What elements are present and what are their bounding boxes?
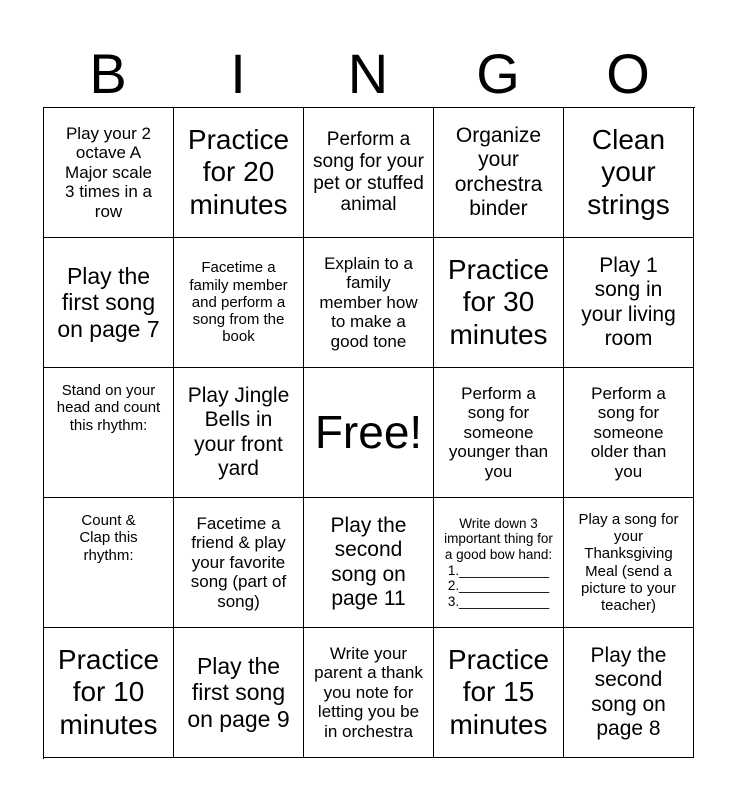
- cell-text: Perform a song for someone younger than you: [448, 383, 549, 481]
- cell-text: Practice for 15 minutes: [447, 644, 550, 740]
- header-letter-b: B: [89, 42, 127, 105]
- cell-text: Play Jingle Bells in your front yard: [187, 384, 290, 480]
- header-letter-n: N: [347, 42, 389, 105]
- cell-text: Play the first song on page 9: [187, 652, 290, 732]
- cell-text: Write down 3 important thing for a good bow hand: 1.____________ 2.____________ 3.____________: [444, 515, 553, 609]
- bingo-cell[interactable]: [304, 238, 434, 368]
- cell-text: Practice for 20 minutes: [187, 124, 290, 220]
- cell-text: Count & Clap this rhythm:: [79, 512, 138, 564]
- cell-text: Facetime a family member and perform a song from the book: [189, 259, 288, 346]
- cell-text: Organize your orchestra binder: [454, 124, 543, 220]
- cell-text: Play your 2 octave A Major scale 3 times in a row: [65, 123, 152, 221]
- header-letter-o: O: [606, 42, 650, 105]
- cell-text: Clean your strings: [587, 124, 670, 220]
- cell-text: Play the first song on page 7: [57, 262, 160, 342]
- cell-text: Practice for 10 minutes: [57, 644, 160, 740]
- cell-text: Write your parent a thank you note for letting you be in orchestra: [314, 643, 423, 741]
- cell-text: Stand on your head and count this rhythm:: [56, 382, 161, 434]
- header-letter-g: G: [476, 42, 520, 105]
- bingo-cell[interactable]: [434, 238, 564, 368]
- bingo-cell[interactable]: [564, 498, 694, 628]
- bingo-cell[interactable]: [174, 628, 304, 758]
- header-letter-i: I: [230, 42, 246, 105]
- cell-text: Play 1 song in your living room: [581, 254, 676, 350]
- cell-text: Play the second song on page 11: [330, 514, 407, 610]
- cell-text: Perform a song for your pet or stuffed animal: [313, 128, 424, 216]
- cell-text: Play the second song on page 8: [590, 644, 667, 740]
- bingo-cell[interactable]: [304, 628, 434, 758]
- bingo-cell[interactable]: [44, 368, 174, 498]
- bingo-cell[interactable]: [564, 238, 694, 368]
- bingo-cell[interactable]: [44, 238, 174, 368]
- cell-text: Practice for 30 minutes: [447, 254, 550, 350]
- free-space-text: Free!: [314, 406, 423, 459]
- bingo-cell[interactable]: [174, 368, 304, 498]
- bingo-cell[interactable]: [44, 108, 174, 238]
- bingo-cell[interactable]: [564, 368, 694, 498]
- bingo-cell[interactable]: [304, 108, 434, 238]
- cell-text: Explain to a family member how to make a good tone: [319, 253, 418, 351]
- bingo-cell[interactable]: [434, 368, 564, 498]
- bingo-cell[interactable]: [564, 108, 694, 238]
- cell-text: Facetime a friend & play your favorite song (part of song): [190, 513, 287, 611]
- bingo-cell[interactable]: [174, 498, 304, 628]
- bingo-header: [43, 42, 693, 106]
- bingo-cell[interactable]: [434, 628, 564, 758]
- bingo-grid: [43, 107, 695, 759]
- bingo-cell[interactable]: [434, 108, 564, 238]
- cell-text: Perform a song for someone older than you: [590, 383, 667, 481]
- bingo-cell[interactable]: [44, 628, 174, 758]
- bingo-cell[interactable]: [174, 238, 304, 368]
- bingo-cell[interactable]: [304, 498, 434, 628]
- bingo-cell[interactable]: [434, 498, 564, 628]
- bingo-cell[interactable]: [174, 108, 304, 238]
- bingo-cell[interactable]: [564, 628, 694, 758]
- bingo-cell[interactable]: [44, 498, 174, 628]
- cell-text: Play a song for your Thanksgiving Meal (send a picture to your teacher): [578, 510, 679, 614]
- free-space[interactable]: [304, 368, 434, 498]
